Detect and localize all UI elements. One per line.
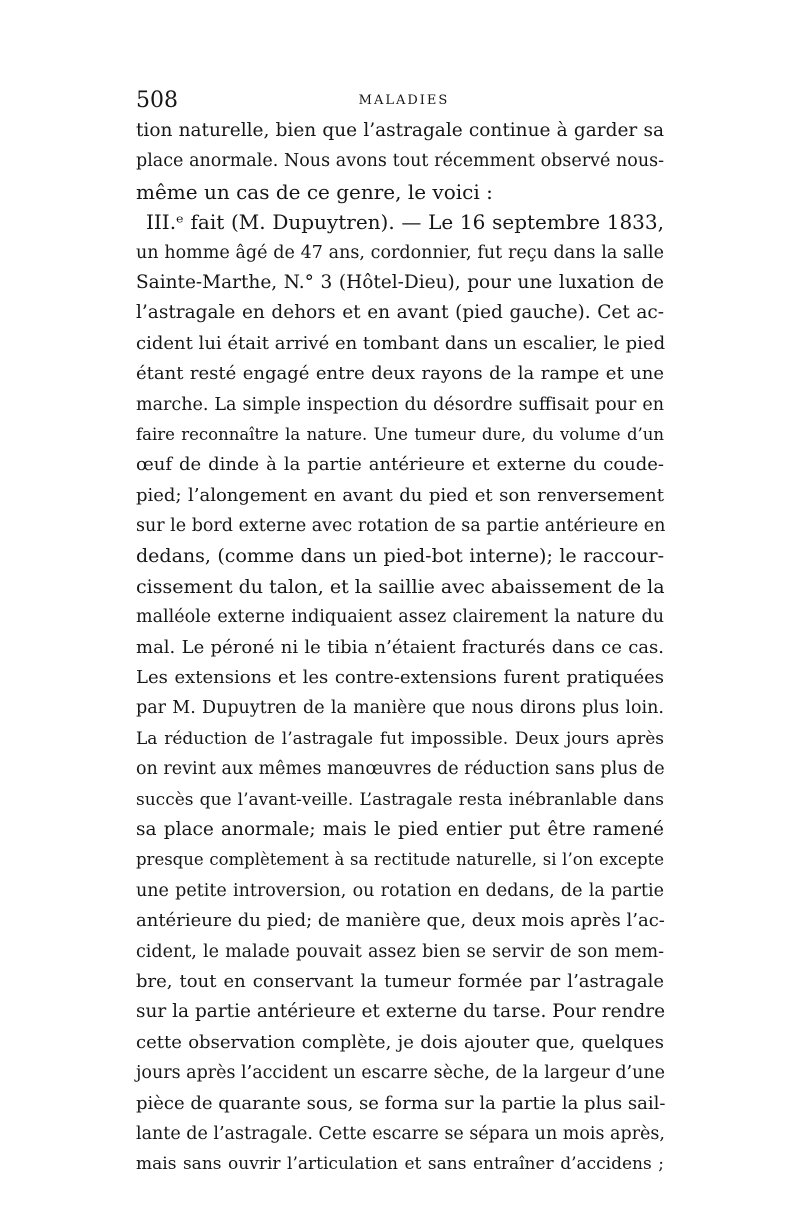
text-line: un homme âgé de 47 ans, cordonnier, fut reçu dans la salle xyxy=(136,242,664,263)
text-line: succès que l’avant-veille. L’astragale resta inébranlable dans xyxy=(136,789,664,810)
text-line: par M. Dupuytren de la manière que nous dirons plus loin. xyxy=(136,698,664,719)
text-line: cident, le malade pouvait assez bien se servir de son mem- xyxy=(136,941,664,962)
text-line: antérieure du pied; de manière que, deux mois après l’ac- xyxy=(136,910,665,932)
text-line: presque complètement à sa rectitude naturelle, si l’on excepte xyxy=(136,850,664,870)
text-line: Les extensions et les contre-extensions furent pratiquées xyxy=(136,667,664,689)
text-line: sur le bord externe avec rotation de sa partie antérieure en xyxy=(136,516,666,537)
body-text xyxy=(136,116,664,1180)
text-line: place anormale. Nous avons tout récemment observé nous- xyxy=(136,151,664,172)
text-line: même un cas de ce genre, le voici : xyxy=(136,179,493,204)
text-line: cissement du talon, et la saillie avec abaissement de la xyxy=(136,575,665,598)
page-header xyxy=(136,88,672,114)
text-line: sur la partie antérieure et externe du tarse. Pour rendre xyxy=(136,1001,666,1023)
text-line: bre, tout en conservant la tumeur formée par l’astragale xyxy=(136,970,664,992)
text-line: une petite introversion, ou rotation en dedans, de la partie xyxy=(136,880,664,901)
text-line: pièce de quarante sous, se forma sur la partie la plus sail- xyxy=(136,1092,666,1114)
text-line: faire reconnaître la nature. Une tumeur dure, du volume d’un xyxy=(136,424,664,444)
text-line: malléole externe indiquaient assez clairement la nature du xyxy=(136,607,664,628)
text-line: étant resté engagé entre deux rayons de la rampe et une xyxy=(136,363,664,385)
text-line: Sainte-Marthe, N.° 3 (Hôtel-Dieu), pour une luxation de xyxy=(136,271,664,293)
text-line: lante de l’astragale. Cette escarre se sépara un mois après, xyxy=(136,1123,665,1144)
text-line: jours après l’accident un escarre sèche, de la largeur d’une xyxy=(136,1063,666,1084)
text-line: marche. La simple inspection du désordre suffisait pour en xyxy=(136,394,664,415)
text-line: cette observation complète, je dois ajouter que, quelques xyxy=(136,1031,664,1053)
text-line: dedans, (comme dans un pied-bot interne); le raccour- xyxy=(136,545,664,568)
text-line: on revint aux mêmes manœuvres de réduction sans plus de xyxy=(136,759,665,780)
text-line: tion naturelle, bien que l’astragale continue à garder sa xyxy=(136,120,664,141)
text-line: mais sans ouvrir l’articulation et sans entraîner d’accidens ; xyxy=(136,1154,664,1175)
running-title: MALADIES xyxy=(358,93,450,108)
text-line: cident lui était arrivé en tombant dans un escalier, le pied xyxy=(136,332,666,354)
text-line: l’astragale en dehors et en avant (pied gauche). Cet ac- xyxy=(136,302,664,324)
page-number: 508 xyxy=(136,88,178,113)
text-line: sa place anormale; mais le pied entier put être ramené xyxy=(136,818,664,840)
text-line: La réduction de l’astragale fut impossible. Deux jours après xyxy=(136,728,664,749)
text-line: œuf de dinde à la partie antérieure et externe du coude- xyxy=(136,454,664,476)
text-line: pied; l’alongement en avant du pied et son renversement xyxy=(136,484,664,506)
text-line: mal. Le péroné ni le tibia n’étaient fracturés dans ce cas. xyxy=(136,636,664,658)
text-line: III.ᵉ fait (M. Dupuytren). — Le 16 septembre 1833, xyxy=(146,210,664,235)
